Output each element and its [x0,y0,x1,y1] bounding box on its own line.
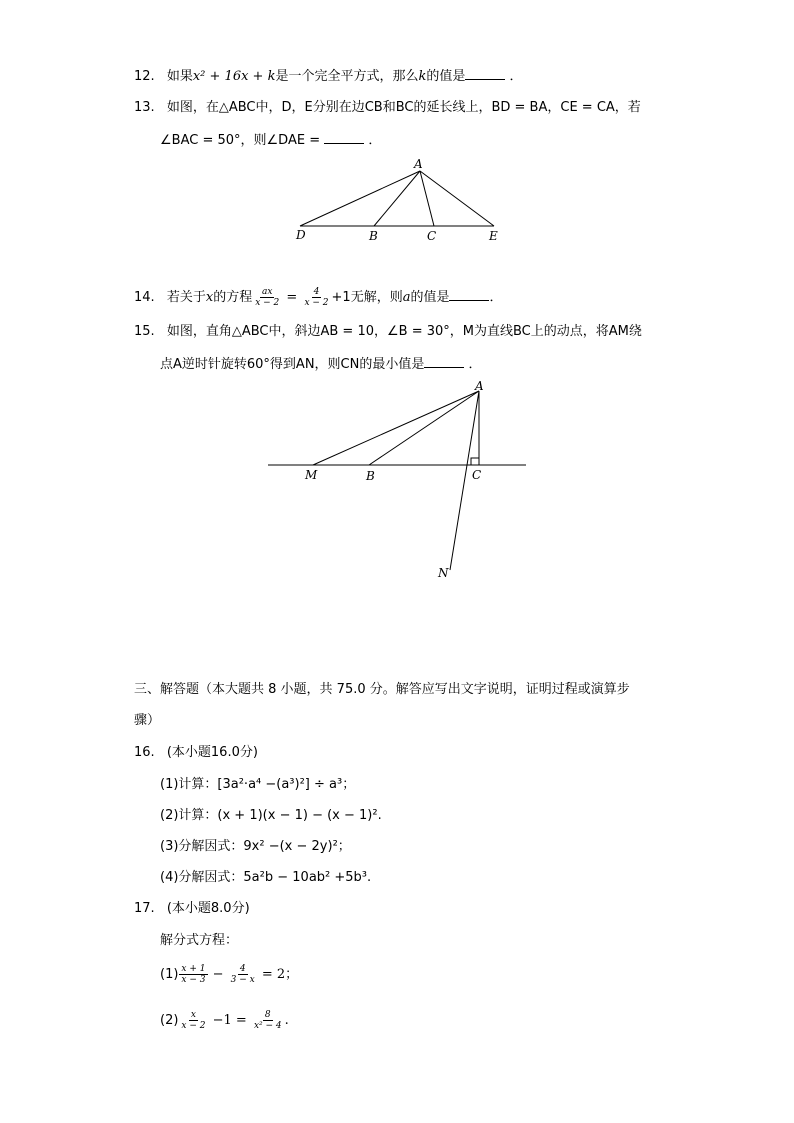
section-heading [134,681,630,699]
part-label: (1) [160,967,179,982]
fraction-denominator: x − 2 [255,298,280,308]
part-text: 解分式方程： [160,933,239,948]
fraction-denominator: x² − 4 [253,1021,282,1031]
math-variable: k [418,69,427,84]
point-label-B: B [366,469,375,483]
question-17 [134,900,250,918]
minus-sign: − [208,967,228,982]
question-17-part-1 [160,964,298,985]
segment-AE [420,171,494,226]
fraction-numerator: 8 [264,1010,271,1020]
segment-AD [300,171,420,226]
question-score: (本小题8.0分) [166,901,250,916]
part-text: (3)分解因式：9x² −(x − 2y)²； [160,839,351,854]
question-number: 13. [134,100,155,115]
point-label-M: M [305,468,318,482]
point-label-N: N [438,566,449,580]
point-label-D: D [296,228,306,242]
fraction [302,287,330,308]
right-angle-mark [471,458,479,465]
fraction-numerator: 4 [239,964,246,974]
equation-middle: −1 = [208,1013,251,1028]
fraction-numerator: x + 1 [181,964,206,974]
question-text: 如图，在△ABC中，D，E分别在边CB和BC的延长线上，BD = BA，CE = CA，若 [166,100,641,115]
section-heading-cont [134,712,160,730]
fraction [179,964,207,985]
question-number: 17. [134,901,155,916]
point-label-E: E [489,229,498,243]
question-text: +1无解，则 [331,290,403,305]
question-17-part-2 [160,1010,289,1031]
fraction-denominator: 3 − x [230,975,255,985]
point-label-A: A [414,157,423,171]
equation-rhs: = 2； [257,967,299,982]
part-text: (2)计算：(x + 1)(x − 1) − (x − 1)². [160,808,382,823]
fraction-denominator: x − 3 [181,975,206,985]
question-end: ． [468,357,482,372]
equation-end: . [284,1013,289,1028]
section-heading-text: 三、解答题（本大题共 8 小题，共 75.0 分。解答应写出文字说明，证明过程或演算步 [134,682,630,697]
question-text: 的方程 [213,290,253,305]
question-16 [134,744,258,762]
fraction-denominator: x − 2 [181,1021,206,1031]
answer-blank[interactable] [449,288,489,301]
math-expression: x² + 16x + k [192,69,276,84]
equals-sign: = [282,290,302,305]
question-text: 的值是 [410,290,450,305]
fraction-denominator: x − 2 [304,298,329,308]
question-text: ∠BAC = 50°，则∠DAE = [160,133,325,148]
question-end: ． [509,69,523,84]
question-text: 若关于 [166,290,206,305]
part-label: (2) [160,1013,179,1028]
question-number: 15. [134,324,155,339]
question-15 [134,323,642,341]
math-variable: a [402,290,411,305]
fraction-numerator: 4 [313,287,320,297]
fraction [229,964,257,985]
part-text: (1)计算：[3a²·a⁴ −(a³)²] ÷ a³； [160,777,356,792]
question-text: 是一个完全平方式，那么 [275,69,419,84]
fraction [179,1010,207,1031]
part-text: (4)分解因式：5a²b − 10ab² +5b³. [160,870,372,885]
question-end: ． [489,290,503,305]
fraction [252,1010,284,1031]
question-14 [134,287,503,308]
question-score: (本小题16.0分) [166,745,258,760]
point-label-C: C [427,229,437,243]
point-label-A: A [475,379,484,393]
segment-AB [374,171,420,226]
question-17-intro [160,932,238,950]
fraction-numerator: ax [262,287,273,297]
question-16-part-1 [160,776,355,794]
answer-blank[interactable] [424,355,464,368]
math-variable: x [205,290,214,305]
question-16-part-3 [160,838,351,856]
point-label-B: B [369,229,378,243]
question-number: 16. [134,745,155,760]
question-number: 12. [134,69,155,84]
question-text: 如果 [166,69,193,84]
segment-AM [313,391,479,465]
question-text: 如图，直角△ABC中，斜边AB = 10，∠B = 30°，M为直线BC上的动点，将AM绕 [166,324,642,339]
question-15-line2 [160,355,482,374]
question-end: ． [368,133,382,148]
point-label-C: C [472,468,482,482]
question-text: 点A逆时针旋转60°得到AN，则CN的最小值是 [160,357,425,372]
question-text: 的值是 [426,69,466,84]
fraction-numerator: x [190,1010,196,1020]
section-heading-text: 骤） [134,713,161,728]
fraction [253,287,281,308]
segment-AB [369,391,479,465]
question-16-part-2 [160,807,382,825]
question-16-part-4 [160,869,371,887]
question-number: 14. [134,290,155,305]
